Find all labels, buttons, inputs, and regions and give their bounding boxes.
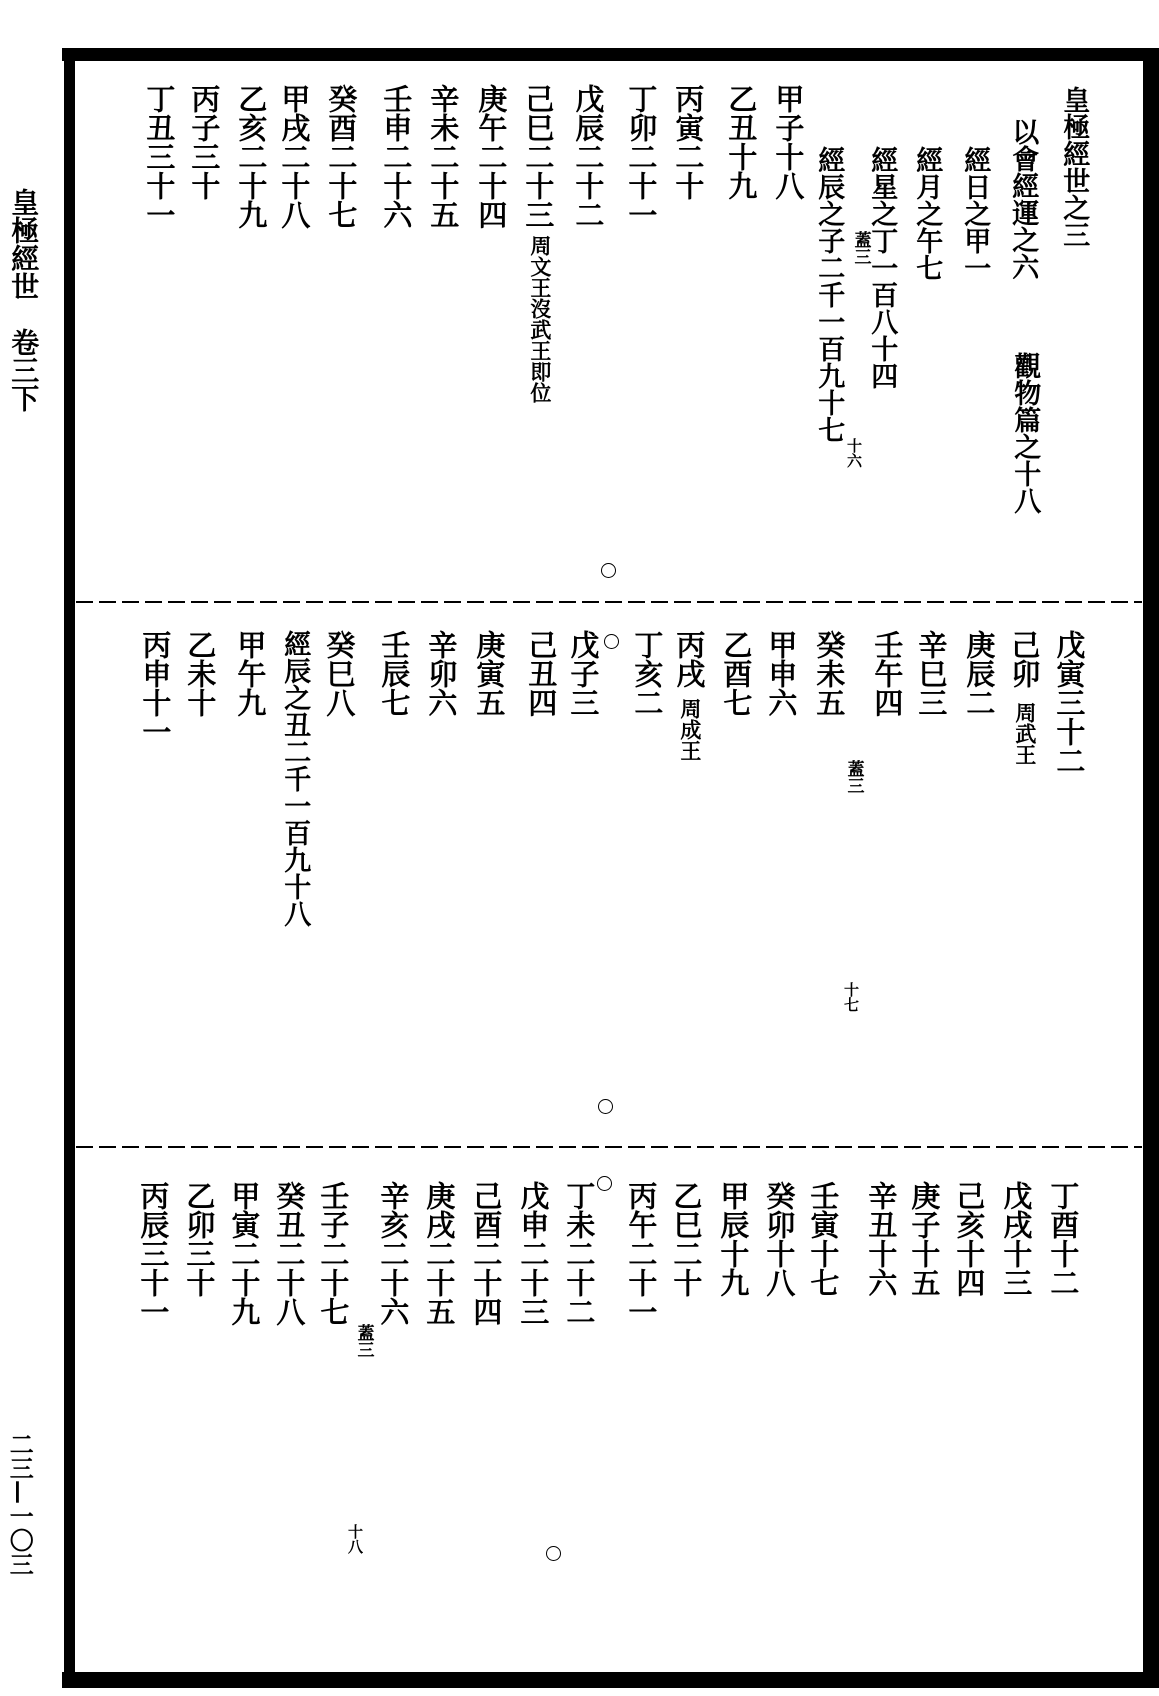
page-frame-bottom [62,1672,1159,1688]
register-2-ganzhi-year-column: 庚辰二 [962,630,997,717]
register-1-heading-column: 經日之甲一 [959,146,991,281]
register-3-ganzhi-year-column: 戊申二十三 [516,1181,551,1326]
register-3-ganzhi-year-column: 丙辰三十一 [136,1181,171,1326]
register-1-ganzhi-year-column: 乙亥二十九 [234,84,269,229]
register-3-ganzhi-year-column: 辛丑十六 [864,1181,899,1297]
register-1-fold-volume-mark: 蓋三 [850,231,871,265]
register-3-ganzhi-year-column: 甲寅二十九 [227,1181,262,1326]
register-1-ganzhi-year-column: 甲戌二十八 [277,84,312,229]
section-circle-mark [604,634,619,649]
register-1-heading-column: 以會經運之六 [1007,118,1039,280]
register-2-ganzhi-year-column: 丙戌 [672,630,707,688]
register-3-ganzhi-year-column: 丁未二十二 [562,1181,597,1326]
register-2-ganzhi-year-column: 甲申六 [764,630,799,717]
register-1-ganzhi-year-column: 丙子三十 [187,84,222,200]
register-1-ganzhi-year-column: 辛未二十五 [426,84,461,229]
register-3-ganzhi-year-column: 癸丑二十八 [272,1181,307,1326]
register-1-ganzhi-year-column: 甲子十八 [771,84,806,200]
register-1-heading-column: 經星之丁一百八十四 [866,146,898,389]
register-3-ganzhi-year-column: 庚子十五 [907,1181,942,1297]
register-3-ganzhi-year-column: 乙巳二十 [669,1181,704,1297]
register-3-ganzhi-year-column: 庚戌二十五 [422,1181,457,1326]
register-1-ganzhi-year-column: 丁卯二十一 [624,84,659,229]
register-divider-2 [76,1146,1142,1148]
register-1-ganzhi-year-column: 己巳二十三 [521,84,556,229]
register-3-leaf-number: 十八 [346,1524,364,1554]
register-2-ganzhi-year-column: 乙酉七 [719,630,754,717]
section-circle-mark [546,1546,561,1561]
register-3-ganzhi-year-column: 癸卯十八 [762,1181,797,1297]
register-2-ganzhi-year-column: 辛巳三 [914,630,949,717]
register-1-ganzhi-year-column: 丙寅二十 [671,84,706,200]
register-3-ganzhi-year-column: 甲辰十九 [716,1181,751,1297]
register-3-ganzhi-year-column: 己亥十四 [952,1181,987,1297]
page-frame-right [1143,48,1159,1688]
register-3-ganzhi-year-column: 乙卯三十 [182,1181,217,1297]
register-1-ganzhi-year-column: 戊辰二十二 [571,84,606,229]
section-circle-mark [598,1099,613,1114]
register-3-ganzhi-year-column: 己酉二十四 [469,1181,504,1326]
section-circle-mark [601,563,616,578]
register-1-heading-column: 觀物篇之十八 [1009,352,1041,514]
register-1-heading-column: 經辰之子二千一百九十七 [813,146,845,443]
register-2-ganzhi-year-column: 癸未五 [812,630,847,717]
register-1-heading-column: 經月之午七 [911,146,943,281]
register-3-fold-volume-mark: 蓋三 [353,1324,374,1358]
register-3-ganzhi-year-column: 壬子二十七 [316,1181,351,1326]
register-2-ganzhi-year-column: 甲午九 [233,630,268,717]
register-2-annotation-note: 周武王 [1012,702,1038,765]
register-1-heading-column: 皇極經世之三 [1058,86,1090,248]
register-2-ganzhi-year-column: 乙未十 [183,630,218,717]
register-3-ganzhi-year-column: 戊戌十三 [999,1181,1034,1297]
register-1-leaf-number: 十六 [845,438,863,468]
register-2-ganzhi-year-column: 己卯 [1007,630,1042,688]
page-frame-top [62,48,1159,61]
register-3-ganzhi-year-column: 壬寅十七 [806,1181,841,1297]
register-2-ganzhi-year-column: 庚寅五 [472,630,507,717]
register-2-ganzhi-year-column: 丙申十一 [138,630,173,746]
register-2-ganzhi-year-column: 壬辰七 [377,630,412,717]
register-1-ganzhi-year-column: 乙丑十九 [724,84,759,200]
margin-page-number: 二三—一〇三 [5,1432,35,1576]
register-divider-1 [76,601,1142,603]
register-2-ganzhi-year-column: 丁亥二 [630,630,665,717]
section-circle-mark [597,1176,612,1191]
register-3-ganzhi-year-column: 辛亥二十六 [376,1181,411,1326]
register-2-ganzhi-year-column: 己丑四 [524,630,559,717]
register-2-ganzhi-year-column: 戊子三 [566,630,601,717]
register-1-ganzhi-year-column: 癸酉二十七 [324,84,359,229]
register-1-ganzhi-year-column: 丁丑三十一 [142,84,177,229]
register-3-ganzhi-year-column: 丙午二十一 [624,1181,659,1326]
margin-book-title: 皇極經世 卷三下 [7,188,41,412]
page-frame-left [64,48,75,1688]
register-2-leaf-number: 十七 [842,982,860,1012]
register-2-annotation-note: 周成王 [677,698,703,761]
register-3-ganzhi-year-column: 丁酉十二 [1046,1181,1081,1297]
register-2-ganzhi-year-column: 戊寅三十二 [1052,630,1087,775]
register-2-ganzhi-year-column: 癸巳八 [322,630,357,717]
register-2-fold-volume-mark: 蓋三 [843,760,864,794]
register-2-ganzhi-year-column: 壬午四 [870,630,905,717]
register-1-annotation-note: 周文王沒武王即位 [527,235,553,403]
register-1-ganzhi-year-column: 壬申二十六 [379,84,414,229]
register-1-ganzhi-year-column: 庚午二十四 [474,84,509,229]
register-2-heading-column: 經辰之丑二千一百九十八 [279,630,311,927]
register-2-ganzhi-year-column: 辛卯六 [424,630,459,717]
